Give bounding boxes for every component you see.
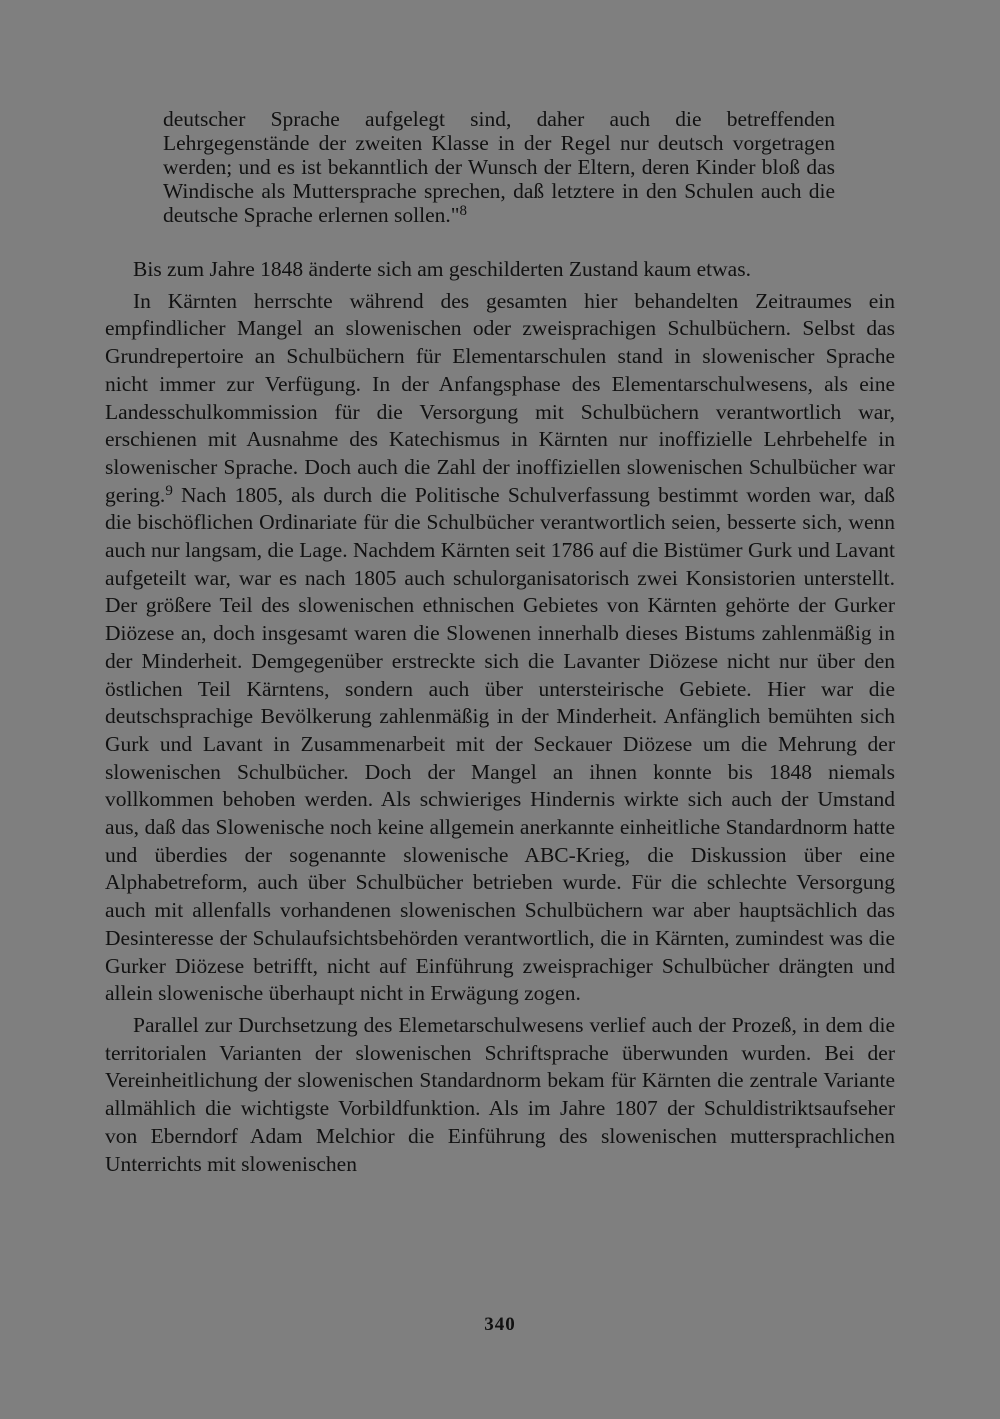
paragraph-text: In Kärnten herrschte während des gesamten hier behandelten Zeitraumes ein empfindlicher Mangel an slowenischen oder zweisprachigen Schulbüchern. Selbst das Grundrepertoire an Schulbüchern für Elementarschulen stand in slowenischer Sprache nicht immer zur Verfügung. In der Anfangsphase des Elementarschulwesens, als eine Landesschulkommission für die Versorgung mit Schulbüchern verantwortlich war, erschienen mit Ausnahme des Katechismus in Kärnten nur inoffizielle Lehrbehelfe in slowenischer Sprache. Doch auch die Zahl der inoffiziellen slowenischen Schulbücher war gering.	[105, 288, 895, 507]
body-text	[105, 256, 895, 1178]
paragraph-text: Nach 1805, als durch die Politische Schulverfassung bestimmt worden war, daß die bischöflichen Ordinariate für die Schulbücher verantwortlich seien, besserte sich, wenn auch nur langsam, die Lage. Nachdem Kärnten seit 1786 auf die Bistümer Gurk und Lavant aufgeteilt war, war es nach 1805 auch schulorganisatorisch zwei Konsistorien unterstellt. Der größere Teil des slowenischen ethnischen Gebietes von Kärnten gehörte der Gurker Diözese an, doch insgesamt waren die Slowenen innerhalb dieses Bistums zahlenmäßig in der Minderheit. Demgegenüber erstreckte sich die Lavanter Diözese nicht nur über den östlichen Teil Kärntens, sondern auch über untersteirische Gebiete. Hier war die deutschsprachige Bevölkerung zahlenmäßig in der Minderheit. Anfänglich bemühten sich Gurk und Lavant in Zusammenarbeit mit der Seckauer Diözese um die Mehrung der slowenischen Schulbücher. Doch der Mangel an ihnen konnte bis 1848 niemals vollkommen behoben werden. Als schwieriges Hindernis wirkte sich auch der Umstand aus, daß das Slowenische noch keine allgemein anerkannte einheitliche Standardnorm hatte und überdies der sogenannte slowenische ABC-Krieg, die Diskussion über eine Alphabetreform, auch über Schulbücher betrieben wurde. Für die schlechte Versorgung auch mit allenfalls vorhandenen slowenischen Schulbüchern war aber hauptsächlich das Desinteresse der Schulaufsichtsbehörden verantwortlich, die in Kärnten, zumindest was die Gurker Diözese betrifft, nicht auf Einführung zweisprachiger Schulbücher drängten und allein slowenische überhaupt nicht in Erwägung zogen.	[105, 482, 895, 1006]
footnote-marker: 9	[165, 482, 173, 499]
paragraph: Bis zum Jahre 1848 änderte sich am geschilderten Zustand kaum etwas.	[133, 257, 751, 281]
footnote-marker: 8	[459, 203, 468, 219]
quote-paragraph	[163, 107, 835, 227]
block-quote	[163, 107, 835, 227]
page-number: 340	[484, 1314, 516, 1335]
paragraph: Parallel zur Durchsetzung des Elemetarschulwesens verlief auch der Prozeß, in dem die territorialen Varianten der slowenischen Schriftsprache überwunden wurden. Bei der Vereinheitlichung der slowenischen Standardnorm bekam für Kärnten die zentrale Variante allmählich die wichtigste Vorbildfunktion. Als im Jahre 1807 der Schuldistriktsaufseher von Eberndorf Adam Melchior die Einführung des slowenischen muttersprachlichen Unterrichts mit slowenischen	[105, 1012, 895, 1176]
paragraph	[105, 288, 895, 1008]
quote-text: deutscher Sprache aufgelegt sind, daher auch die betreffenden Lehrgegenstände der zweiten Klasse in der Regel nur deutsch vorgetragen werden; und es ist bekanntlich der Wunsch der Eltern, deren Kinder bloß das Windische als Muttersprache sprechen, daß letztere in den Schulen auch die deutsche Sprache erlernen sollen."	[163, 107, 835, 227]
